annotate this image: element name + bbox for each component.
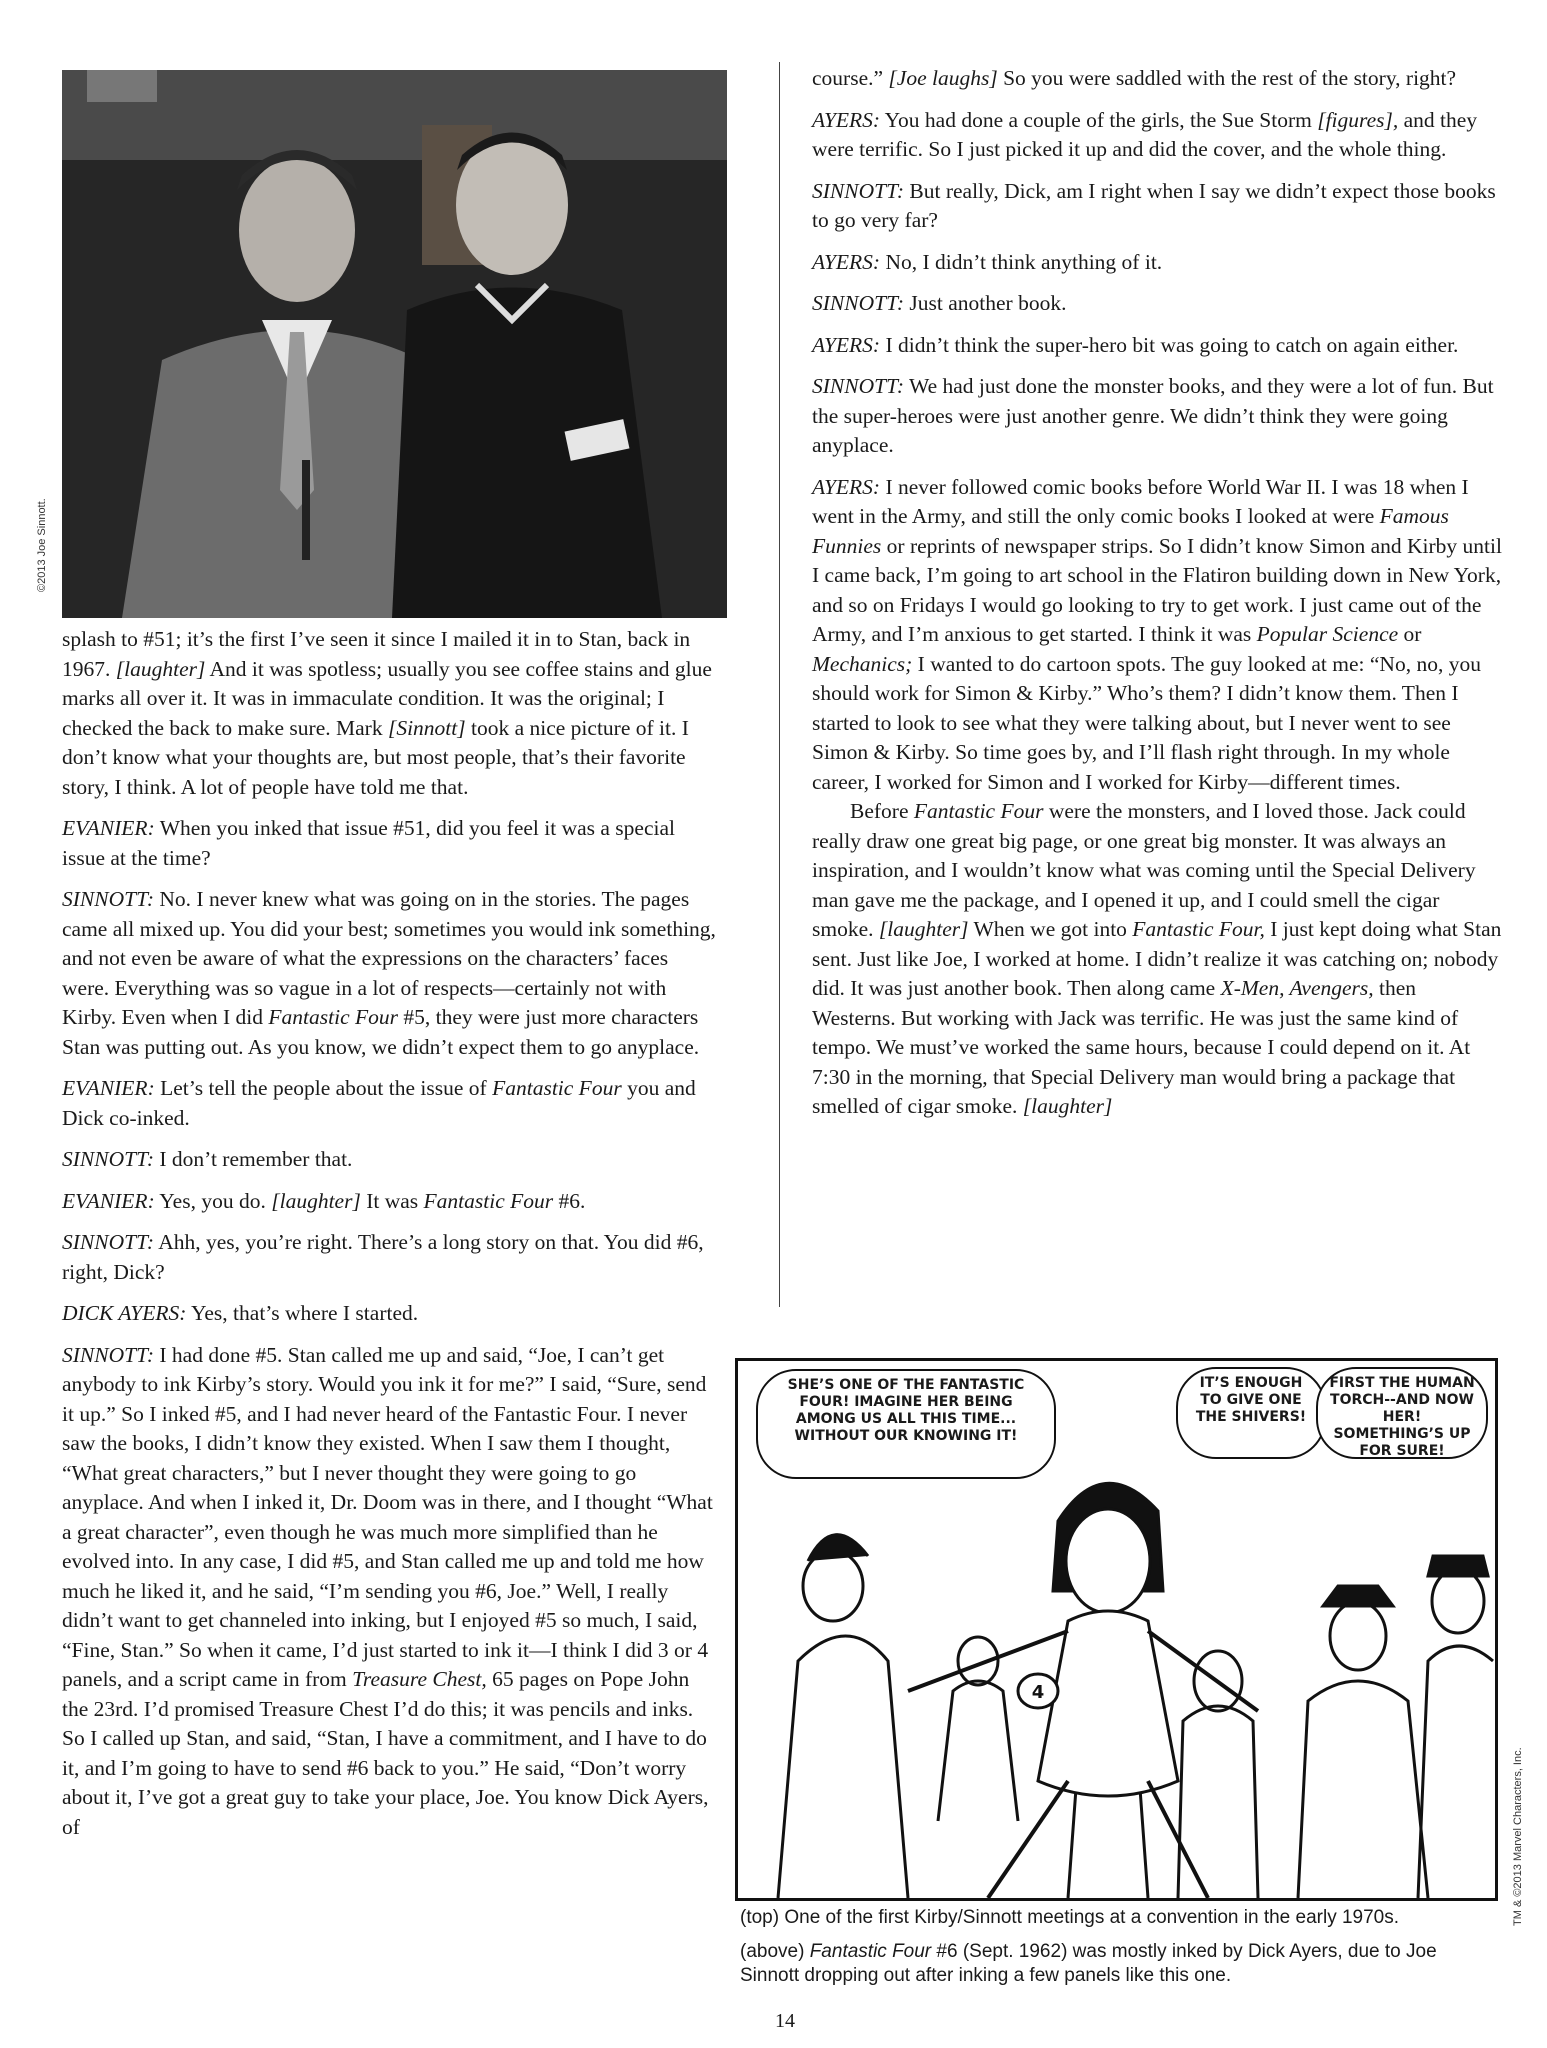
paragraph: EVANIER: Let’s tell the people about the issue of Fantastic Four you and Dick co-inked. [62,1076,696,1130]
speaker-name: SINNOTT: [812,178,905,203]
speech-bubble-1: SHE’S ONE OF THE FANTASTIC FOUR! IMAGINE HER BEING AMONG US ALL THIS TIME... WITHOUT OUR KNOWING IT! [756,1369,1056,1479]
paragraph: AYERS: No, I didn’t think anything of it. [812,249,1163,274]
caption-above: (above) Fantastic Four #6 (Sept. 1962) was mostly inked by Dick Ayers, due to Joe Sinnott dropping out after inking a few panels like this one. [740,1941,1437,1986]
column-divider [779,62,780,1307]
paragraph: AYERS: I didn’t think the super-hero bit was going to catch on again either. [812,332,1459,357]
photo-credit: ©2013 Joe Sinnott. [36,498,48,592]
fantastic-four-emblem: 4 [1031,1682,1045,1703]
comic-credit: TM & ©2013 Marvel Characters, Inc. [1512,1747,1524,1926]
paragraph: SINNOTT: Just another book. [812,291,1067,315]
speaker-name: SINNOTT: [62,1342,155,1367]
paragraph: EVANIER: Yes, you do. [laughter] It was Fantastic Four #6. [62,1188,586,1213]
comic-panel [735,1358,1498,1901]
speaker-name: SINNOTT: [62,887,155,911]
paragraph: SINNOTT: No. I never knew what was going on in the stories. The pages came all mixed up. You did your best; sometimes you would ink something, and not even be aware of what the expressions on the characters’ faces were. Everything was so vague in a lot of respects—certainly not with Kirby. Even when I did Fantastic Four #5, they were just more characters Stan was putting out. As you know, we didn’t expect them to go anyplace. [62,887,716,1059]
speaker-name: EVANIER: [62,1076,155,1100]
speaker-name: AYERS: [812,107,881,132]
paragraph: course.” [Joe laughs] So you were saddled with the rest of the story, right? [812,66,1457,90]
caption-top: (top) One of the first Kirby/Sinnott meetings at a convention in the early 1970s. [740,1907,1400,1928]
speaker-name: EVANIER: [62,1188,155,1213]
paragraph: AYERS: You had done a couple of the girls, the Sue Storm [figures], and they were terrific. So I just picked it up and did the cover, and the whole thing. [812,107,1478,161]
paragraph: DICK AYERS: Yes, that’s where I started. [62,1301,419,1325]
paragraph: splash to #51; it’s the first I’ve seen it since I mailed it in to Stan, back in 1967. [laughter] And it was spotless; usually you see coffee stains and glue marks all over it. It was in immaculate condition. It was the original; I checked the back to make sure. Mark [Sinnott] took a nice picture of it. I don’t know what your thoughts are, but most people, that’s their favorite story, I think. A lot of people have told me that. [62,627,712,799]
paragraph: SINNOTT: We had just done the monster books, and they were a lot of fun. But the super-heroes were just another genre. We didn’t think they were going anyplace. [812,374,1494,457]
kirby-sinnott-photo [62,70,727,618]
speaker-name: EVANIER: [62,816,155,840]
paragraph: Before Fantastic Four were the monsters, and I loved those. Jack could really draw one great big page, or one great big monster. It was always an inspiration, and I wouldn’t know what was coming until the Special Delivery man gave me the package, and I opened it up, and I could smell the cigar smoke. [laughter] When we got into Fantastic Four, I just kept doing what Stan sent. Just like Joe, I worked at home. I didn’t realize it was catching on; nobody did. It was just another book. Then along came X-Men, Avengers, then Westerns. But working with Jack was terrific. He was just the same kind of tempo. We must’ve worked the same hours, because I could depend on it. At 7:30 in the morning, that Special Delivery man would bring a package that smelled of cigar smoke. [laughter] [812,799,1502,1118]
speaker-name: SINNOTT: [812,291,905,315]
speaker-name: AYERS: [812,332,881,357]
speech-bubble-2: IT’S ENOUGH TO GIVE ONE THE SHIVERS! [1176,1367,1326,1459]
paragraph: AYERS: I never followed comic books before World War II. I was 18 when I went in the Army, and still the only comic books I looked at were Famous Funnies or reprints of newspaper strips. So I didn’t know Simon and Kirby until I came back, I’m going to art school in the Flatiron building down in New York, and so on Fridays I would go looking to try to get work. I just came out of the Army, and I’m anxious to get started. I think it was Popular Science or Mechanics; I wanted to do cartoon spots. The guy looked at me: “No, no, you should work for Simon & Kirby.” Who’s them? I didn’t know them. Then I started to look to see what they were talking about, but I never went to see Simon & Kirby. So time goes by, and I’ll flash right through. In my whole career, I worked for Simon and I worked for Kirby—different times. [812,474,1502,794]
speaker-name: AYERS: [812,474,881,499]
paragraph: SINNOTT: I had done #5. Stan called me up and said, “Joe, I can’t get anybody to ink Kirby’s story. Would you ink it for me?” I said, “Sure, send it up.” So I inked #5, and I had never heard of the Fantastic Four. I never saw the books, I didn’t know they existed. When I saw them I thought, “What great characters,” but I never thought they were going to go anyplace. And when I inked it, Dr. Doom was in there, and I thought “What a great character”, even though he was much more simplified than he evolved into. In any case, I did #5, and Stan called me up and told me how much he liked it, and he said, “I’m sending you #6, Joe.” Well, I really didn’t want to get channeled into inking, but I enjoyed #5 so much, I said, “Fine, Stan.” So when it came, I’d just started to ink it—I think I did 3 or 4 panels, and a script came in from Treasure Chest, 65 pages on Pope John the 23rd. I’d promised Treasure Chest I’d do this; it was pencils and inks. So I called up Stan, and said, “Stan, I have a commitment, and I have to do it, and I’m going to have to send #6 back to you.” He said, “Don’t worry about it, I’ve got a great guy to take your place, Joe. You know Dick Ayers, of [62,1342,713,1839]
paragraph: SINNOTT: But really, Dick, am I right when I say we didn’t expect those books to go very far? [812,178,1496,232]
speaker-name: DICK AYERS: [62,1301,187,1325]
speaker-name: AYERS: [812,249,881,274]
paragraph: EVANIER: When you inked that issue #51, did you feel it was a special issue at the time? [62,816,675,870]
paragraph: SINNOTT: I don’t remember that. [62,1147,353,1171]
paragraph: SINNOTT: Ahh, yes, you’re right. There’s a long story on that. You did #6, right, Dick? [62,1230,704,1284]
speech-bubble-3: FIRST THE HUMAN TORCH--AND NOW HER! SOMETHING’S UP FOR SURE! [1316,1367,1488,1459]
speaker-name: SINNOTT: [812,374,905,398]
speaker-name: SINNOTT: [62,1230,155,1254]
left-column [62,625,717,1842]
photo-illustration [62,70,727,618]
right-column [812,64,1502,1122]
page-number: 14 [775,2010,795,2032]
speaker-name: SINNOTT: [62,1147,155,1171]
